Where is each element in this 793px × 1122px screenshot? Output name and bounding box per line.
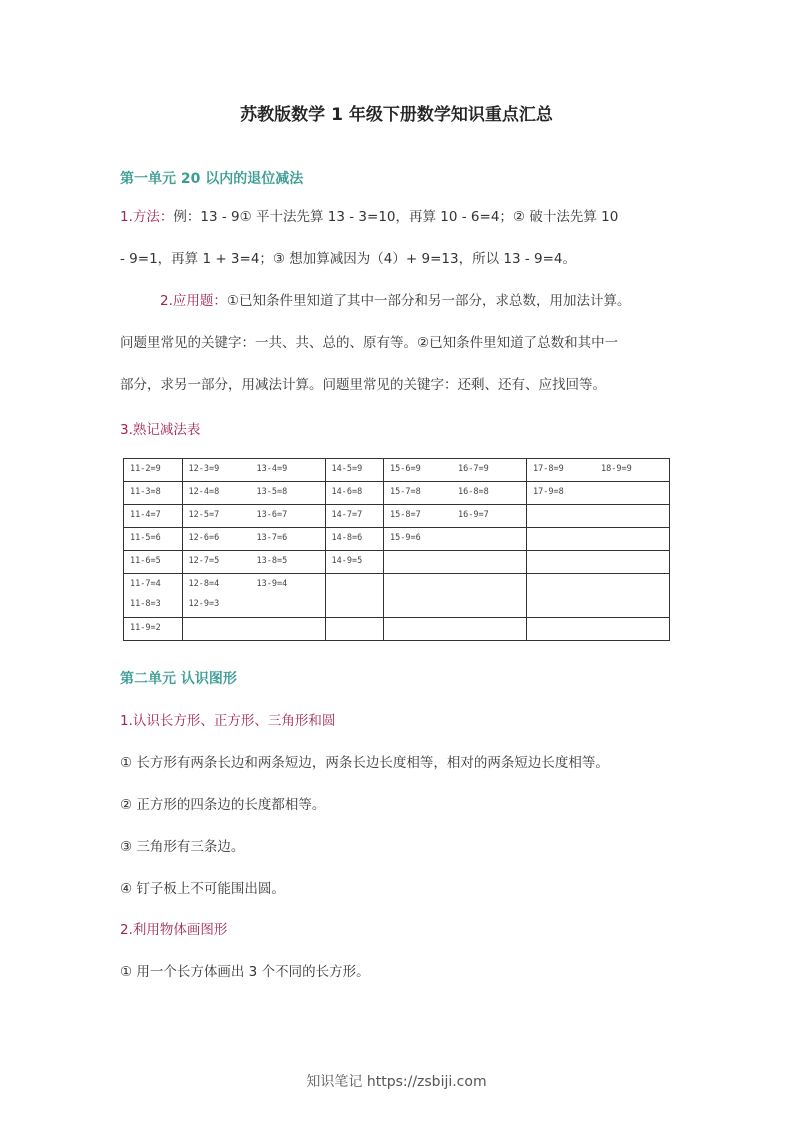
table-cell: 14-8=6 (325, 528, 384, 551)
method-line-2: - 9=1，再算 1 + 3=4；③ 想加算减因为（4）+ 9=13，所以 13 - 9=4。 (120, 251, 576, 267)
table-cell: 14-9=5 (325, 551, 384, 574)
table-cell (527, 574, 670, 618)
table-row (124, 528, 670, 551)
table-cell: 14-5=9 (325, 459, 384, 482)
drawing-subheading: 2.利用物体画图形 (120, 922, 228, 938)
method-line-1 (120, 196, 680, 238)
document-title: 苏教版数学 1 年级下册数学知识重点汇总 (240, 105, 553, 125)
table-cell (384, 618, 527, 641)
table-cell (527, 618, 670, 641)
table-cell: 12-7=5 13-8=5 (182, 551, 325, 574)
table-row (124, 482, 670, 505)
method-paragraph (120, 196, 680, 280)
table-cell (527, 505, 670, 528)
table-cell: 11-7=4 11-8=3 (124, 574, 183, 618)
list-item: ② 正方形的四条边的长度都相等。 (120, 797, 326, 813)
unit2-heading: 第二单元 认识图形 (120, 671, 237, 687)
table-cell (527, 528, 670, 551)
footer-watermark: 知识笔记 https://zsbiji.com (306, 1074, 487, 1090)
table-heading: 3.熟记减法表 (120, 422, 201, 438)
table-cell: 12-4=8 13-5=8 (182, 482, 325, 505)
application-line-2: 问题里常见的关键字：一共、共、总的、原有等。②已知条件里知道了总数和其中一 (120, 335, 619, 351)
application-paragraph (120, 280, 680, 406)
list-item: ③ 三角形有三条边。 (120, 839, 245, 855)
table-cell: 12-3=9 13-4=9 (182, 459, 325, 482)
table-cell (384, 574, 527, 618)
table-row (124, 551, 670, 574)
list-item: ① 用一个长方体画出 3 个不同的长方形。 (120, 964, 370, 980)
table-cell (182, 618, 325, 641)
table-cell (325, 574, 384, 618)
table-cell: 14-7=7 (325, 505, 384, 528)
table-cell: 11-6=5 (124, 551, 183, 574)
method-label: 1.方法： (120, 209, 174, 225)
unit1-heading: 第一单元 20 以内的退位减法 (120, 171, 304, 187)
subtraction-table (123, 458, 670, 641)
table-row (124, 574, 670, 618)
table-cell: 12-6=6 13-7=6 (182, 528, 325, 551)
table-cell: 15-6=9 16-7=9 (384, 459, 527, 482)
table-cell (325, 618, 384, 641)
table-cell: 11-4=7 (124, 505, 183, 528)
shapes-subheading: 1.认识长方形、正方形、三角形和圆 (120, 713, 336, 729)
table-cell: 12-5=7 13-6=7 (182, 505, 325, 528)
table-cell (384, 551, 527, 574)
table-cell: 17-9=8 (527, 482, 670, 505)
list-item: ① 长方形有两条长边和两条短边，两条长边长度相等，相对的两条短边长度相等。 (120, 755, 609, 771)
table-cell: 15-9=6 (384, 528, 527, 551)
list-item: ④ 钉子板上不可能围出圆。 (120, 881, 285, 897)
table-cell: 12-8=4 13-9=4 12-9=3 (182, 574, 325, 618)
application-line-1 (120, 280, 680, 322)
table-cell: 15-8=7 16-9=7 (384, 505, 527, 528)
table-cell: 11-5=6 (124, 528, 183, 551)
table-row (124, 505, 670, 528)
table-cell: 14-6=8 (325, 482, 384, 505)
method-text-1: 例：13 - 9① 平十法先算 13 - 3=10，再算 10 - 6=4；② 破十法先算 10 (173, 209, 619, 225)
table-cell: 11-2=9 (124, 459, 183, 482)
table-cell: 15-7=8 16-8=8 (384, 482, 527, 505)
application-line-3: 部分，求另一部分，用减法计算。问题里常见的关键字：还剩、还有、应找回等。 (120, 377, 606, 393)
table-row (124, 459, 670, 482)
table-cell: 17-8=9 18-9=9 (527, 459, 670, 482)
application-label: 2.应用题： (160, 293, 227, 309)
table-cell (527, 551, 670, 574)
table-cell: 11-3=8 (124, 482, 183, 505)
table-row (124, 618, 670, 641)
table-cell: 11-9=2 (124, 618, 183, 641)
application-text-1: ①已知条件里知道了其中一部分和另一部分，求总数，用加法计算。 (226, 293, 631, 309)
